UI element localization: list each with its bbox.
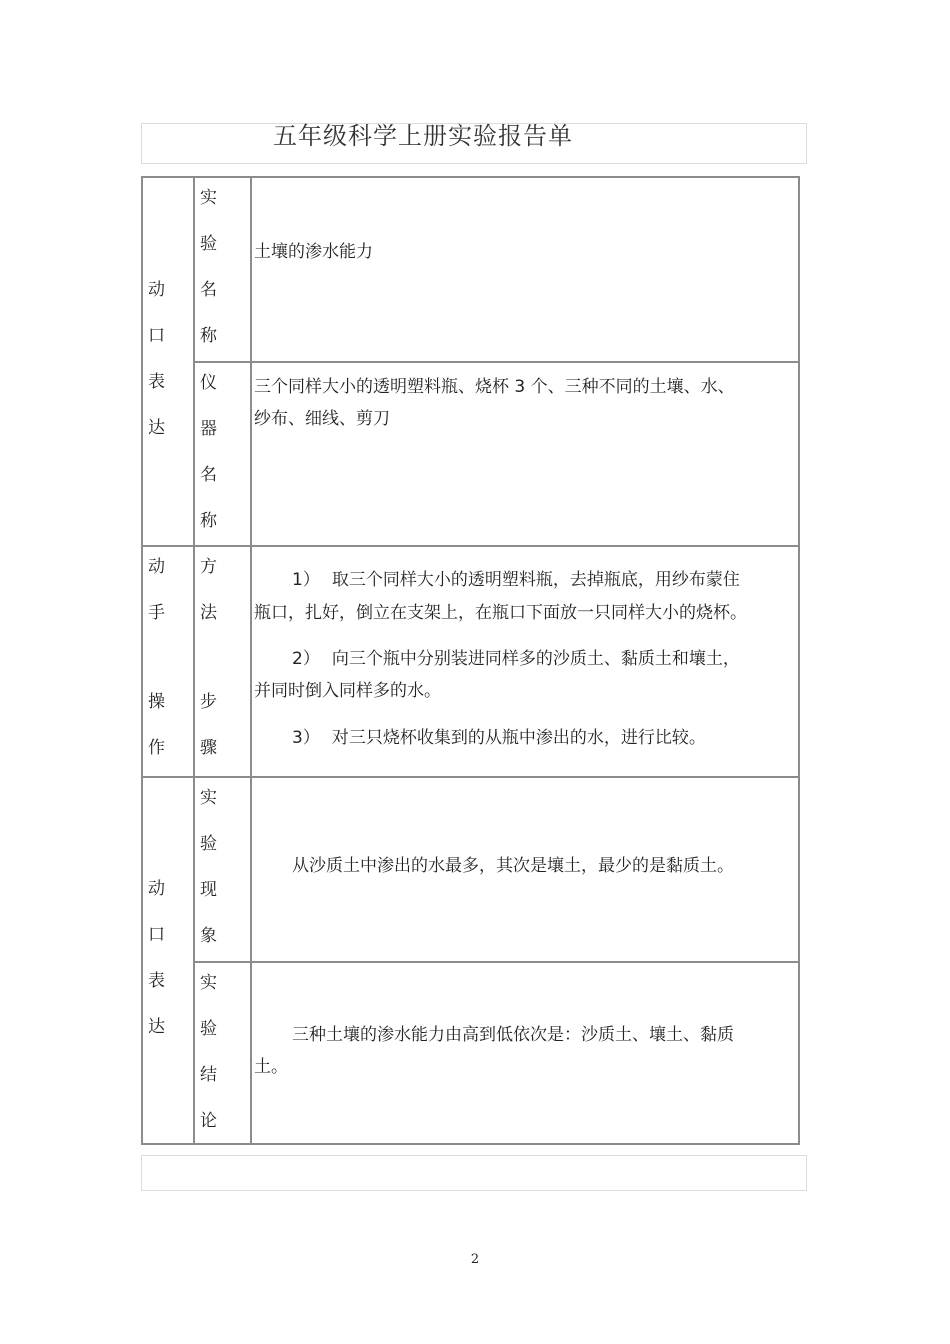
label-char: 象 xyxy=(200,926,217,946)
section-cell-3 xyxy=(141,776,195,1145)
label-char: 论 xyxy=(200,1111,217,1131)
step-2-line-1 xyxy=(292,643,740,675)
label-char: 实 xyxy=(200,973,217,993)
section-char: 动 xyxy=(148,280,165,300)
label-char: 骤 xyxy=(200,738,217,758)
step-1-number: 1） xyxy=(292,570,320,590)
label-char: 验 xyxy=(200,834,217,854)
section-char: 达 xyxy=(148,1017,165,1037)
section-char: 口 xyxy=(148,326,165,346)
content-cell-phenomenon xyxy=(250,776,800,963)
step-2-text: 向三个瓶中分别装进同样多的沙质土、黏质土和壤土， xyxy=(331,649,740,669)
equipment-line-1: 三个同样大小的透明塑料瓶、烧杯 3 个、三种不同的土壤、水、 xyxy=(254,377,735,397)
label-char: 称 xyxy=(200,326,217,346)
label-char: 称 xyxy=(200,511,217,531)
label-char: 结 xyxy=(200,1065,217,1085)
label-char: 实 xyxy=(200,788,217,808)
page-number: 2 xyxy=(470,1252,480,1267)
label-char: 名 xyxy=(200,280,217,300)
label-cell-conclusion xyxy=(193,961,252,1145)
section-char: 口 xyxy=(148,925,165,945)
label-cell-phenomenon xyxy=(193,776,252,963)
step-1-line-2: 瓶口，扎好，倒立在支架上，在瓶口下面放一只同样大小的烧杯。 xyxy=(254,603,747,623)
label-cell-equipment xyxy=(193,361,252,547)
section-char: 操 xyxy=(148,692,165,712)
label-char: 实 xyxy=(200,188,217,208)
section-char: 达 xyxy=(148,418,165,438)
section-char: 作 xyxy=(148,738,165,758)
section-char: 动 xyxy=(148,879,165,899)
label-char: 方 xyxy=(200,557,217,577)
label-char: 步 xyxy=(200,692,217,712)
label-cell-method xyxy=(193,545,252,778)
label-char: 名 xyxy=(200,465,217,485)
step-3-text: 对三只烧杯收集到的从瓶中渗出的水，进行比较。 xyxy=(331,728,706,748)
step-2-number: 2） xyxy=(292,649,320,669)
step-3-line xyxy=(292,722,706,754)
label-cell-name xyxy=(193,176,252,363)
section-char: 手 xyxy=(148,603,165,623)
section-char: 表 xyxy=(148,971,165,991)
label-char: 验 xyxy=(200,234,217,254)
phenomenon-text: 从沙质土中渗出的水最多，其次是壤土，最少的是黏质土。 xyxy=(292,856,734,876)
section-char: 动 xyxy=(148,557,165,577)
equipment-line-2: 纱布、细线、剪刀 xyxy=(254,409,390,429)
conclusion-line-1: 三种土壤的渗水能力由高到低依次是：沙质土、壤土、黏质 xyxy=(292,1025,734,1045)
content-cell-name xyxy=(250,176,800,363)
label-char: 仪 xyxy=(200,373,217,393)
step-1-text: 取三个同样大小的透明塑料瓶，去掉瓶底，用纱布蒙住 xyxy=(331,570,740,590)
section-char: 表 xyxy=(148,372,165,392)
footer-frame xyxy=(141,1155,807,1191)
label-char: 现 xyxy=(200,880,217,900)
step-2-line-2: 并同时倒入同样多的水。 xyxy=(254,681,441,701)
conclusion-line-2: 土。 xyxy=(254,1057,288,1077)
page-title: 五年级科学上册实验报告单 xyxy=(273,122,573,150)
label-char: 器 xyxy=(200,419,217,439)
section-cell-2 xyxy=(141,545,195,778)
label-char: 验 xyxy=(200,1019,217,1039)
experiment-name: 土壤的渗水能力 xyxy=(254,242,373,262)
content-cell-method xyxy=(250,545,800,778)
step-1-line-1 xyxy=(292,564,740,596)
label-char: 法 xyxy=(200,603,217,623)
content-cell-conclusion xyxy=(250,961,800,1145)
content-cell-equipment xyxy=(250,361,800,547)
step-3-number: 3） xyxy=(292,728,320,748)
section-cell-1 xyxy=(141,176,195,547)
